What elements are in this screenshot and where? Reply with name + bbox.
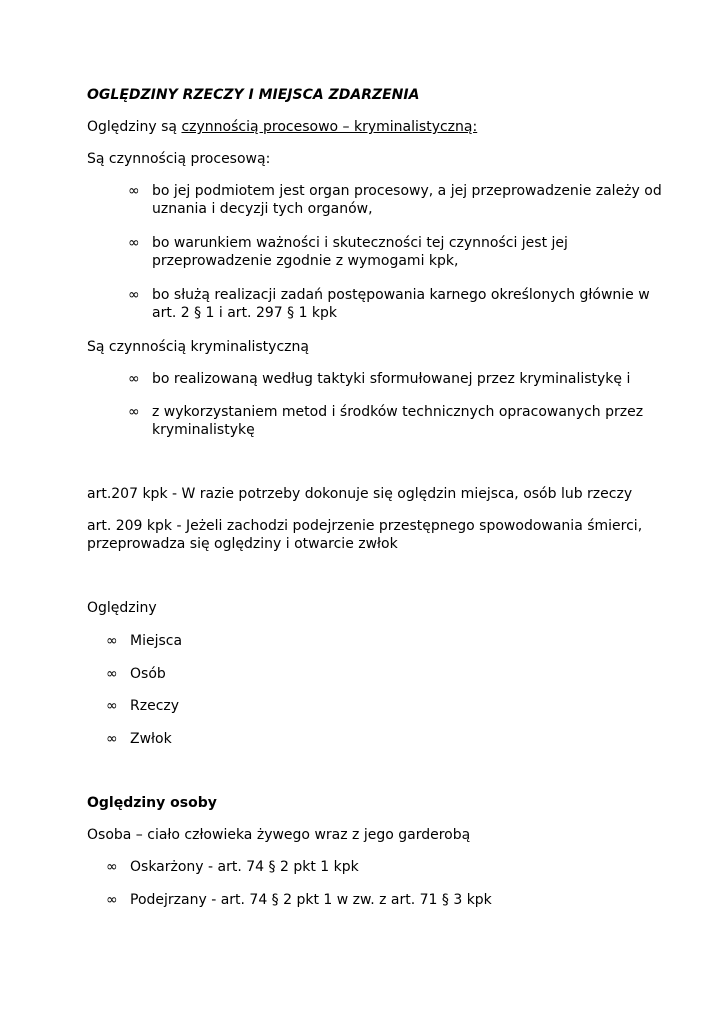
list-item: art. 2 § 1 i art. 297 § 1 kpk	[152, 305, 338, 321]
bullet-symbol: ∞	[106, 859, 118, 875]
list-item: uznania i decyzji tych organów,	[152, 201, 373, 217]
bullet-symbol: ∞	[128, 404, 140, 420]
list-item: Zwłok	[130, 731, 172, 747]
definition-line	[87, 118, 477, 136]
procedural-heading: Są czynnością procesową:	[87, 151, 271, 167]
person-definition: Osoba – ciało człowieka żywego wraz z jego garderobą	[87, 827, 471, 843]
list-item: Osób	[130, 666, 166, 682]
inspections-heading: Oględziny	[87, 600, 157, 616]
list-item: Podejrzany - art. 74 § 2 pkt 1 w zw. z art. 71 § 3 kpk	[130, 892, 492, 908]
list-item: bo służą realizacji zadań postępowania karnego określonych głównie w	[152, 287, 650, 303]
bullet-symbol: ∞	[128, 235, 140, 251]
list-item: bo jej podmiotem jest organ procesowy, a jej przeprowadzenie zależy od	[152, 183, 662, 199]
bullet-symbol: ∞	[106, 731, 118, 747]
list-item: przeprowadzenie zgodnie z wymogami kpk,	[152, 253, 459, 269]
definition-prefix: Oględziny są	[87, 119, 182, 135]
list-item: bo warunkiem ważności i skuteczności tej czynności jest jej	[152, 235, 568, 251]
definition-emphasis: czynnością procesowo – kryminalistyczną:	[181, 119, 478, 135]
criminalistic-heading: Są czynnością kryminalistyczną	[87, 339, 309, 355]
list-item: kryminalistykę	[152, 422, 255, 438]
bullet-symbol: ∞	[106, 633, 118, 649]
list-item: Rzeczy	[130, 698, 180, 714]
document-title: OGLĘDZINY RZECZY I MIEJSCA ZDARZENIA	[87, 87, 420, 103]
bullet-symbol: ∞	[106, 666, 118, 682]
bullet-symbol: ∞	[106, 892, 118, 908]
person-inspection-heading: Oględziny osoby	[87, 795, 217, 811]
list-item: bo realizowaną według taktyki sformułowanej przez kryminalistykę i	[152, 371, 631, 387]
article-207: art.207 kpk - W razie potrzeby dokonuje się oględzin miejsca, osób lub rzeczy	[87, 486, 633, 502]
list-item: Oskarżony - art. 74 § 2 pkt 1 kpk	[130, 859, 359, 875]
article-209: art. 209 kpk - Jeżeli zachodzi podejrzenie przestępnego spowodowania śmierci,	[87, 518, 643, 534]
bullet-symbol: ∞	[128, 371, 140, 387]
list-item: z wykorzystaniem metod i środków technicznych opracowanych przez	[152, 404, 644, 420]
bullet-symbol: ∞	[128, 287, 140, 303]
bullet-symbol: ∞	[128, 183, 140, 199]
bullet-symbol: ∞	[106, 698, 118, 714]
list-item: Miejsca	[130, 633, 183, 649]
article-209: przeprowadza się oględziny i otwarcie zwłok	[87, 536, 398, 552]
